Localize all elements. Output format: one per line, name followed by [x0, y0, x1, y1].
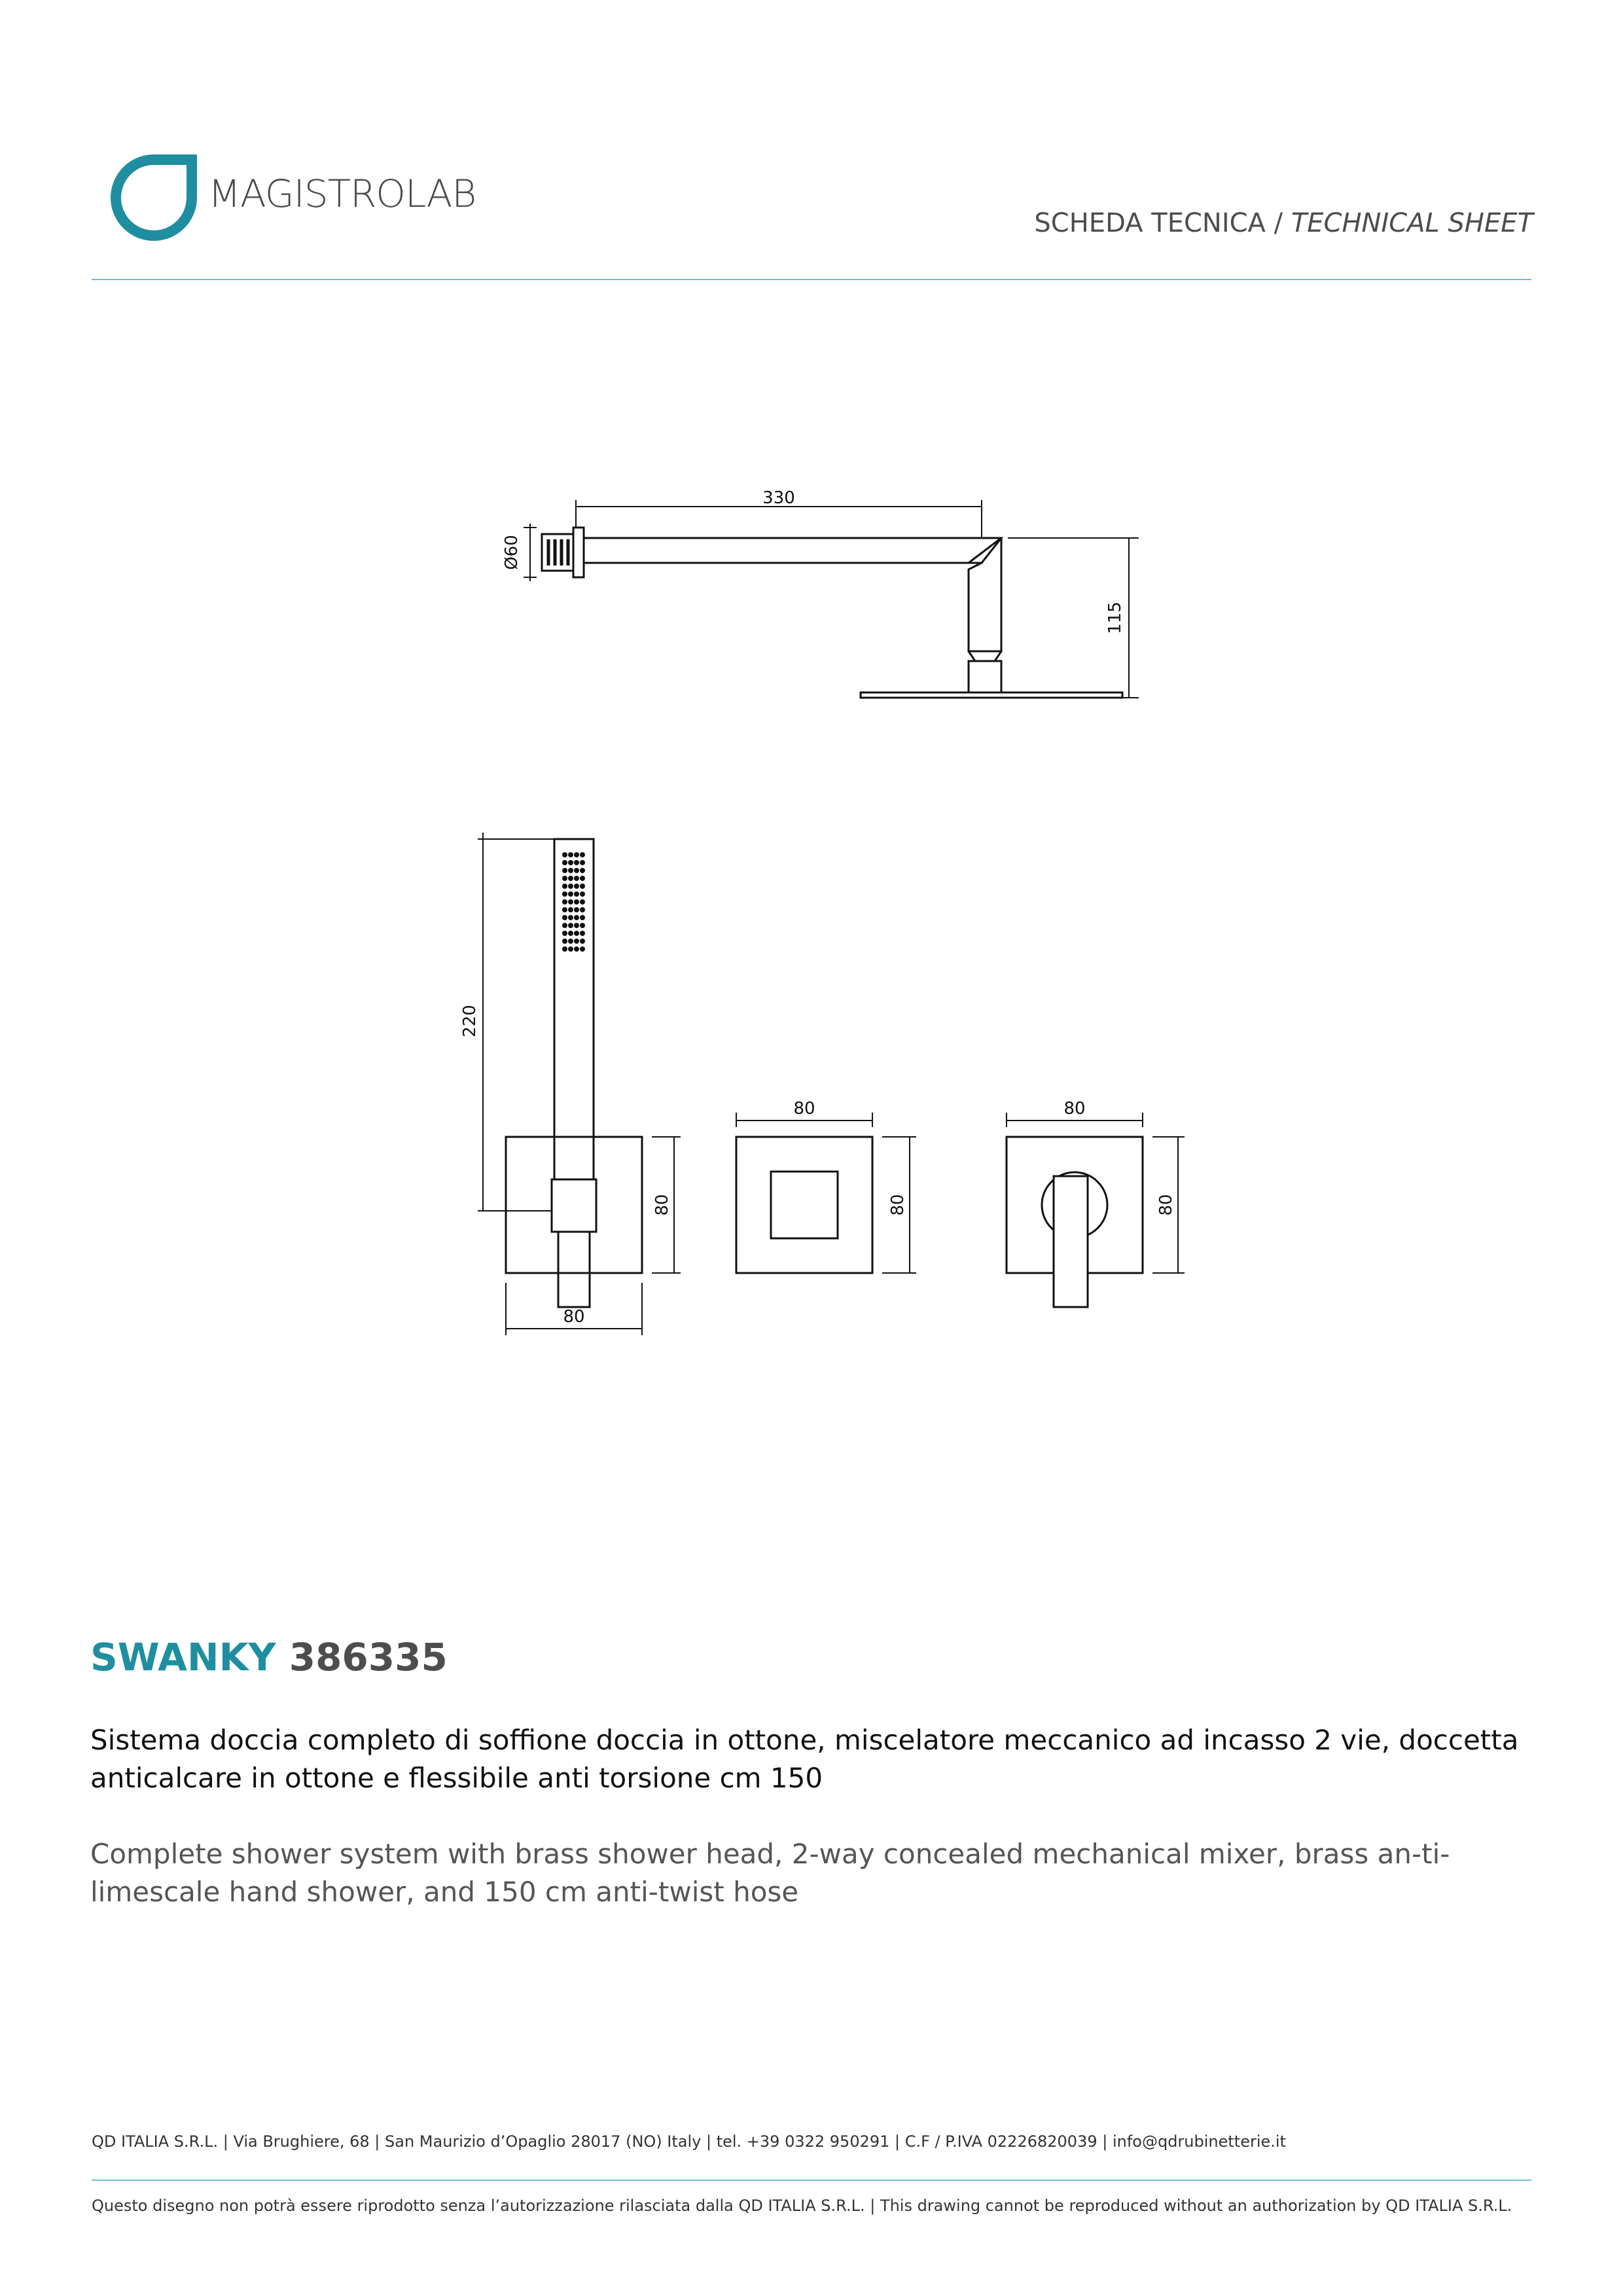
product-title	[90, 1635, 448, 1679]
brand-wordmark: MAGISTROLAB	[208, 171, 476, 216]
sheet-label: SCHEDA TECNICA / TECHNICAL SHEET	[1034, 208, 1533, 238]
footer-address: QD ITALIA S.R.L. | Via Brughiere, 68 | San Maurizio d’Opaglio 28017 (NO) Italy | tel. +39 0322 950291 | C.F / P.IVA 02226820039 | info@qdrubinetterie.it	[92, 2132, 1286, 2151]
dim-mixer-plate-width: 80	[1063, 1099, 1086, 1119]
dim-hand-shower-height: 220	[460, 1005, 480, 1037]
product-code: 386335	[289, 1635, 448, 1679]
shower-arm-drawing	[502, 488, 1139, 698]
dim-holder-plate-height: 80	[652, 1194, 672, 1216]
dim-diverter-plate-width: 80	[793, 1099, 815, 1119]
flange-hatch	[548, 539, 568, 565]
dim-diverter-plate-height: 80	[888, 1194, 908, 1216]
footer-copyright: Questo disegno non potrà essere riprodotto senza l’autorizzazione rilasciata dalla QD ITALIA S.R.L. | This drawing cannot be reproduced without an authorization by QD ITALIA S.R.L.	[92, 2197, 1512, 2215]
footer-divider	[92, 2179, 1531, 2181]
hand-shower-drawing	[460, 833, 681, 1335]
description-english: Complete shower system with brass shower head, 2-way concealed mechanical mixer, brass an-ti-limescale hand shower, and 150 cm anti-twist hose	[90, 1838, 1450, 1908]
mixer-plate-drawing	[1007, 1099, 1185, 1307]
diverter-plate-drawing	[736, 1099, 916, 1273]
dim-flange-diameter: Ø60	[502, 535, 522, 570]
dim-arm-height: 115	[1105, 601, 1125, 634]
dim-holder-plate-width: 80	[563, 1307, 585, 1327]
product-brand: SWANKY	[90, 1635, 276, 1679]
dim-arm-length: 330	[762, 488, 795, 508]
dim-mixer-plate-height: 80	[1156, 1194, 1176, 1216]
spray-nozzles	[562, 852, 585, 952]
description-italian: Sistema doccia completo di soffione doccia in ottone, miscelatore meccanico ad incasso 2 vie, doccetta anticalcare in ottone e flessibile anti torsione cm 150	[90, 1724, 1519, 1794]
